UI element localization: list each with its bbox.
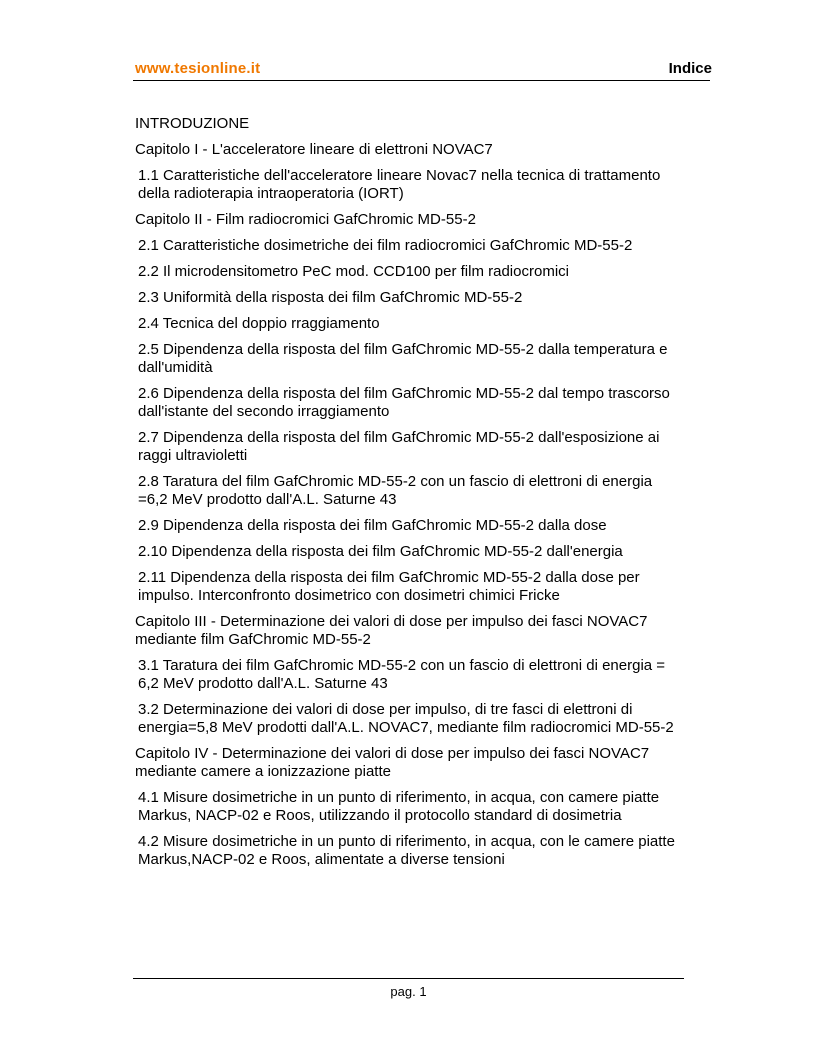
toc-section: 3.2 Determinazione dei valori di dose per impulso, di tre fasci di elettroni di energia=5,8 MeV prodotti dall'A.L. NOVAC7, mediante film radiocromici MD-55-2: [138, 701, 674, 736]
toc-section: 2.5 Dipendenza della risposta del film GafChromic MD-55-2 dalla temperatura e dall'umidità: [138, 341, 668, 376]
toc-section: 2.4 Tecnica del doppio rraggiamento: [138, 315, 380, 332]
toc-chapter: Capitolo IV - Determinazione dei valori di dose per impulso dei fasci NOVAC7 mediante camere a ionizzazione piatte: [135, 745, 650, 780]
toc-section: 1.1 Caratteristiche dell'acceleratore lineare Novac7 nella tecnica di trattamento della radioterapia intraoperatoria (IORT): [138, 167, 661, 202]
toc-section: 2.11 Dipendenza della risposta dei film GafChromic MD-55-2 dalla dose per impulso. Interconfronto dosimetrico con dosimetri chimici Fricke: [138, 569, 640, 604]
toc-section: 2.1 Caratteristiche dosimetriche dei film radiocromici GafChromic MD-55-2: [138, 237, 633, 254]
toc-chapter: Capitolo II - Film radiocromici GafChromic MD-55-2: [135, 211, 476, 228]
toc-section: 4.1 Misure dosimetriche in un punto di riferimento, in acqua, con camere piatte Markus, NACP-02 e Roos, utilizzando il protocollo standard di dosimetria: [138, 789, 660, 824]
toc-section: 2.7 Dipendenza della risposta del film GafChromic MD-55-2 dall'esposizione ai raggi ultravioletti: [138, 429, 660, 464]
site-link[interactable]: www.tesionline.it: [135, 60, 261, 77]
toc-section: 2.8 Taratura del film GafChromic MD-55-2 con un fascio di elettroni di energia =6,2 MeV prodotto dall'A.L. Saturne 43: [138, 473, 653, 508]
toc-section: 2.6 Dipendenza della risposta del film GafChromic MD-55-2 dal tempo trascorso dall'istante del secondo irraggiamento: [138, 385, 670, 420]
toc-chapter: INTRODUZIONE: [135, 115, 250, 132]
toc-chapter: Capitolo I - L'acceleratore lineare di elettroni NOVAC7: [135, 141, 493, 158]
toc-section: 2.9 Dipendenza della risposta dei film GafChromic MD-55-2 dalla dose: [138, 517, 607, 534]
page-header: [133, 58, 710, 81]
toc-section: 4.2 Misure dosimetriche in un punto di riferimento, in acqua, con le camere piatte Markus,NACP-02 e Roos, alimentate a diverse tensioni: [138, 833, 675, 868]
toc-section: 3.1 Taratura dei film GafChromic MD-55-2 con un fascio di elettroni di energia = 6,2 MeV prodotto dall'A.L. Saturne 43: [138, 657, 666, 692]
toc-section: 2.3 Uniformità della risposta dei film GafChromic MD-55-2: [138, 289, 523, 306]
toc-section: 2.10 Dipendenza della risposta dei film GafChromic MD-55-2 dall'energia: [138, 543, 623, 560]
page-number: pag. 1: [390, 984, 427, 999]
table-of-contents: [135, 115, 683, 877]
page-footer: [133, 978, 684, 999]
header-title: Indice: [668, 60, 712, 77]
toc-chapter: Capitolo III - Determinazione dei valori di dose per impulso dei fasci NOVAC7 mediante film GafChromic MD-55-2: [135, 613, 648, 648]
toc-section: 2.2 Il microdensitometro PeC mod. CCD100 per film radiocromici: [138, 263, 569, 280]
